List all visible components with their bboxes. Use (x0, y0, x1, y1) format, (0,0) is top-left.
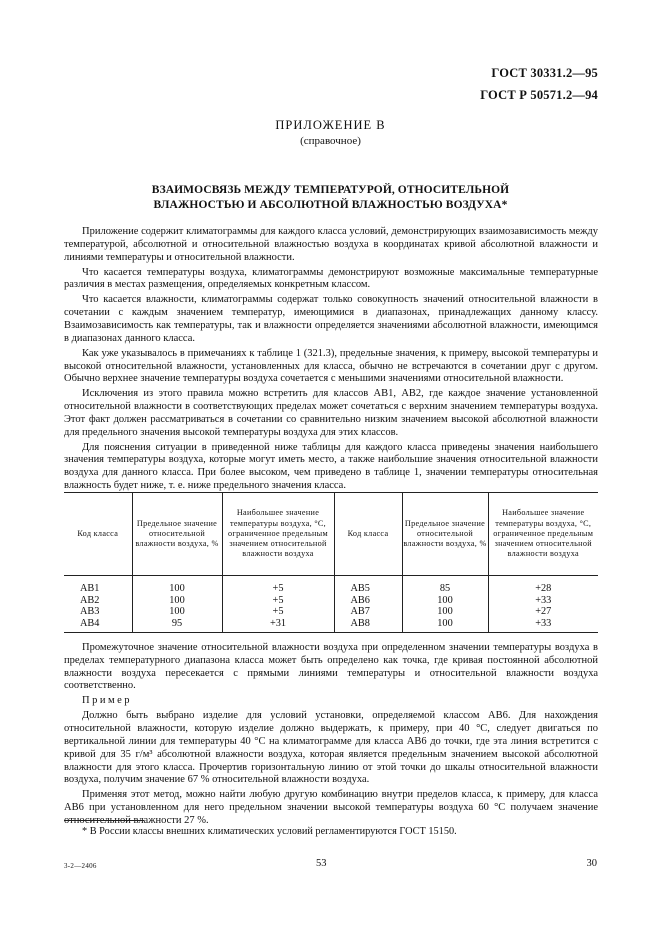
standard-number-1: ГОСТ 30331.2—95 (491, 66, 598, 80)
paragraph: Что касается влажности, климатограммы содержат только совокупность значений относительной влажности в сочетании с каждым значением температур, имеющимися в диапазонах, принадлежащих данному классу. Взаимозависимость как температуры, так и влажности определяется значениями абсолютной влажности, имеющимся в диапазонах данного класса. (64, 294, 598, 344)
appendix-title: ПРИЛОЖЕНИЕ В (275, 118, 386, 132)
cell-rh: 95 (132, 618, 222, 633)
main-title-line-2: ВЛАЖНОСТЬЮ И АБСОЛЮТНОЙ ВЛАЖНОСТЬЮ ВОЗДУХА* (153, 199, 508, 211)
header-code: Код класса (64, 493, 132, 576)
cell-temp: +33 (488, 595, 598, 607)
cell-rh: 100 (402, 595, 488, 607)
page-number-center: 53 (316, 858, 327, 869)
paragraph: Приложение содержит климатограммы для каждого класса условий, демонстрирующих взаимозависимость между температурой, абсолютной и относительной влажностью воздуха в координатах кривой абсолютной влажности и линиями температуры и относительной влажности. (64, 226, 598, 263)
header-max-temp: Наибольшее значение температуры воздуха, °С, ограниченное предельным значением относительной влажности воздуха (222, 493, 334, 576)
cell-temp: +5 (222, 606, 334, 618)
footnote: * В России классы внешних климатических условий регламентируются ГОСТ 15150. (82, 826, 457, 837)
paragraph: Применяя этот метод, можно найти любую другую комбинацию внутри пределов класса, к примеру, для класса АВ6 при установленном для него предельном значении высокой температуры воздуха 60 °С получаем значение относительной влажности 27 %. (64, 789, 598, 826)
cell-temp: +5 (222, 595, 334, 607)
cell-code: АВ7 (334, 606, 402, 618)
main-title-line-1: ВЗАИМОСВЯЗЬ МЕЖДУ ТЕМПЕРАТУРОЙ, ОТНОСИТЕЛЬНОЙ (151, 184, 510, 196)
main-title (0, 183, 661, 213)
intro-text (64, 226, 598, 495)
header-rh-limit: Предельное значение относительной влажности воздуха, % (132, 493, 222, 576)
cell-temp: +28 (488, 576, 598, 595)
explanation-text (64, 642, 598, 830)
cell-rh: 85 (402, 576, 488, 595)
paragraph: Промежуточное значение относительной влажности воздуха при определенном значении температуры воздуха в пределах температурного диапазона класса может быть определено как точка, где кривая постоянной абсолютной влажности воздуха пересекается с прямыми линиями температуры и относительной влажности воздуха соответственно. (64, 642, 598, 692)
page-number-right: 30 (586, 858, 597, 869)
cell-code: АВ3 (80, 606, 100, 617)
cell-code: АВ2 (80, 594, 100, 606)
class-limits-table (64, 492, 598, 633)
paragraph: Как уже указывалось в примечаниях к таблице 1 (321.3), предельные значения, к примеру, высокой температуры и высокой относительной влажности, установленных для класса, обычно не встречаются в сочетании друг с другом. Обычно верхнее значение температуры воздуха сочетается с меньшими значениями относительной влажности. (64, 347, 598, 385)
cell-rh: 100 (132, 576, 222, 595)
cell-rh: 100 (132, 606, 222, 618)
paragraph: Должно быть выбрано изделие для условий установки, определяемой классом АВ6. Для нахождения относительной влажности, которую изделие должно выдержать, к примеру, при 40 °С, следует двигаться по вертикальной линии для температуры 40 °С на климатограмме для класса АВ6 до точки, где эта линия встретится с кривой для 35 г/м³ абсолютной влажности воздуха, которая является предельным значением высокой абсолютной влажности для этого класса. Прочертив горизонтальную линию от этой точки до шкалы относительной влажности воздуха, получим значение 67 % относительной влажности воздуха. (64, 710, 598, 786)
cell-temp: +31 (222, 618, 334, 633)
cell-code: АВ8 (334, 618, 402, 633)
header-rh-limit: Предельное значение относительной влажности воздуха, % (402, 493, 488, 576)
cell-temp: +27 (488, 606, 598, 618)
cell-temp: +33 (488, 618, 598, 633)
cell-temp: +5 (222, 576, 334, 595)
print-code: 3-2—2406 (64, 862, 97, 870)
cell-code: АВ4 (64, 618, 132, 633)
paragraph: Исключения из этого правила можно встретить для классов АВ1, АВ2, где каждое значение установленной относительной влажности в соответствующих пределах может сочетаться с верхним значением температуры воздуха. Этот факт должен рассматриваться в сочетании со сравнительно низким значением высокой абсолютной влажности для предельного значения высокой температуры воздуха для этих классов. (64, 388, 598, 438)
table-header-row (64, 493, 598, 576)
cell-rh: 100 (402, 618, 488, 633)
footnote-divider (64, 820, 144, 821)
table-row (64, 618, 598, 633)
header-code: Код класса (334, 493, 402, 576)
cell-code: АВ1 (80, 583, 100, 594)
standard-number-2: ГОСТ Р 50571.2—94 (480, 88, 598, 102)
header-max-temp: Наибольшее значение температуры воздуха, °С, ограниченное предельным значением относительной влажности воздуха (488, 493, 598, 576)
cell-rh: 100 (402, 606, 488, 618)
cell-code: АВ6 (334, 595, 402, 607)
cell-code: АВ5 (334, 576, 402, 595)
paragraph: Что касается температуры воздуха, климатограммы демонстрируют возможные максимальные температурные различия в местах размещения, определяемых конкретным классом. (64, 266, 598, 291)
example-label (64, 695, 598, 708)
table-row (64, 606, 598, 618)
table-row (64, 595, 598, 607)
table-row (64, 576, 598, 595)
cell-rh: 100 (132, 595, 222, 607)
example-label-text: Пример (82, 695, 133, 707)
paragraph: Для пояснения ситуации в приведенной ниже таблицы для каждого класса приведены значения наибольшего значения температуры воздуха, которые могут иметь место, а также наибольшие значения относительной влажности воздуха для данного класса. При более высоком, чем приведено в таблице 1, значении температуры относительная влажность будет ниже, т. е. ниже предельного значения класса. (64, 441, 598, 492)
appendix-subtitle: (справочное) (300, 135, 361, 147)
